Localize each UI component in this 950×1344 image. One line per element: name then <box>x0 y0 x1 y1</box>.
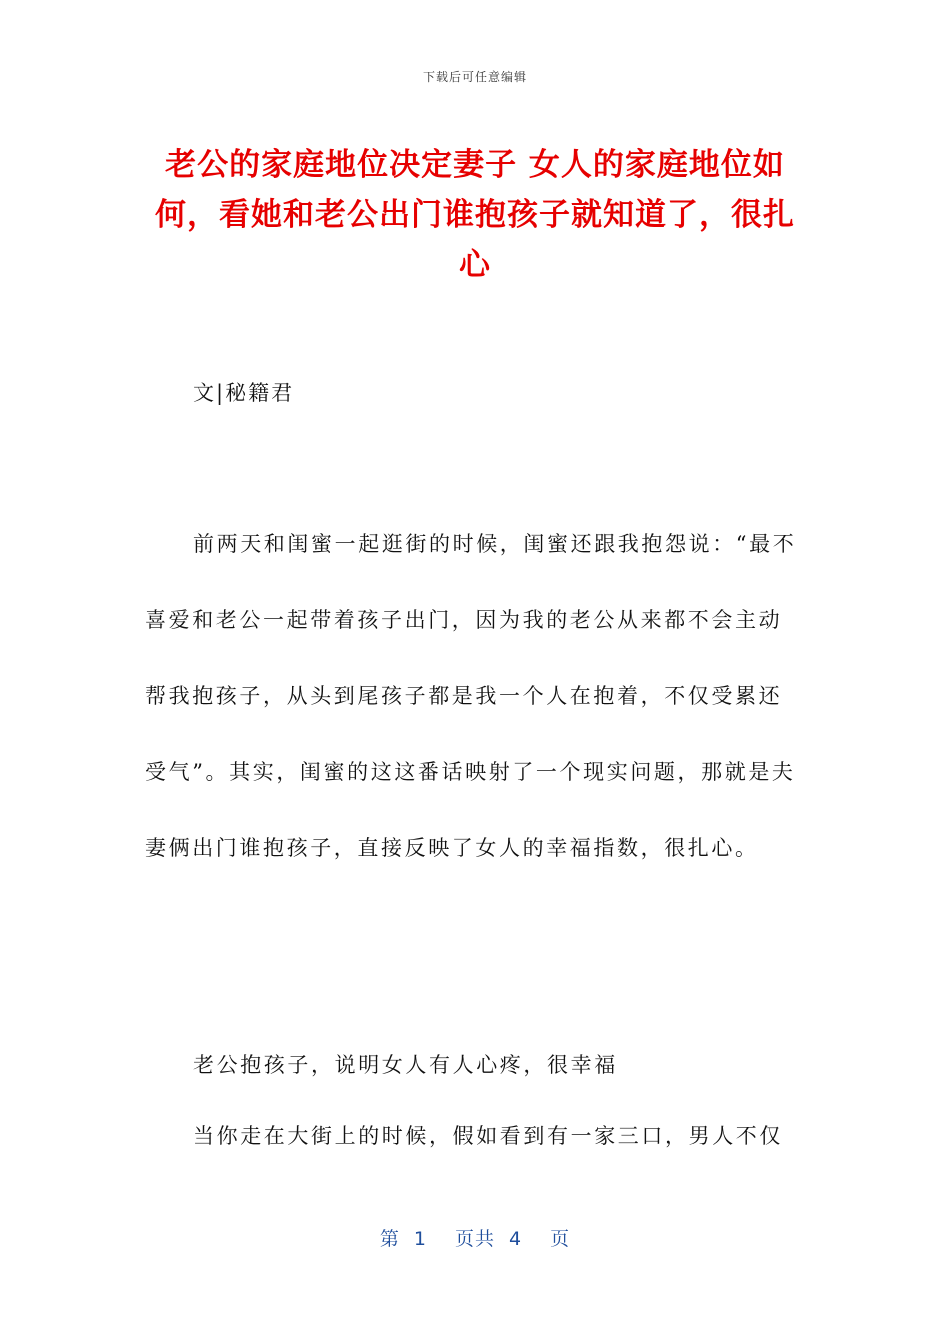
page-mid: 页共 <box>454 1228 495 1250</box>
article-paragraph: 当你走在大街上的时候，假如看到有一家三口，男人不仅 <box>193 1124 783 1148</box>
page-total: 4 <box>509 1228 523 1250</box>
page-number-footer <box>0 1224 950 1251</box>
article-paragraph: 前两天和闺蜜一起逛街的时候，闺蜜还跟我抱怨说：“最不喜爱和老公一起带着孩子出门，因为我的老公从来都不会主动帮我抱孩子，从头到尾孩子都是我一个人在抱着，不仅受累还受气”。其实，闺蜜的这这番话映射了一个现实问题，那就是夫妻俩出门谁抱孩子，直接反映了女人的幸福指数，很扎心。 <box>145 532 797 860</box>
article-byline: 文|秘籍君 <box>193 381 295 405</box>
page-current: 1 <box>413 1228 427 1250</box>
section-subheading: 老公抱孩子，说明女人有人心疼，很幸福 <box>193 1053 618 1077</box>
header-note: 下载后可任意编辑 <box>422 70 527 84</box>
article-title: 老公的家庭地位决定妻子 女人的家庭地位如何，看她和老公出门谁抱孩子就知道了，很扎心 <box>155 147 795 283</box>
page-suffix: 页 <box>550 1228 571 1250</box>
page-prefix: 第 <box>379 1228 400 1250</box>
